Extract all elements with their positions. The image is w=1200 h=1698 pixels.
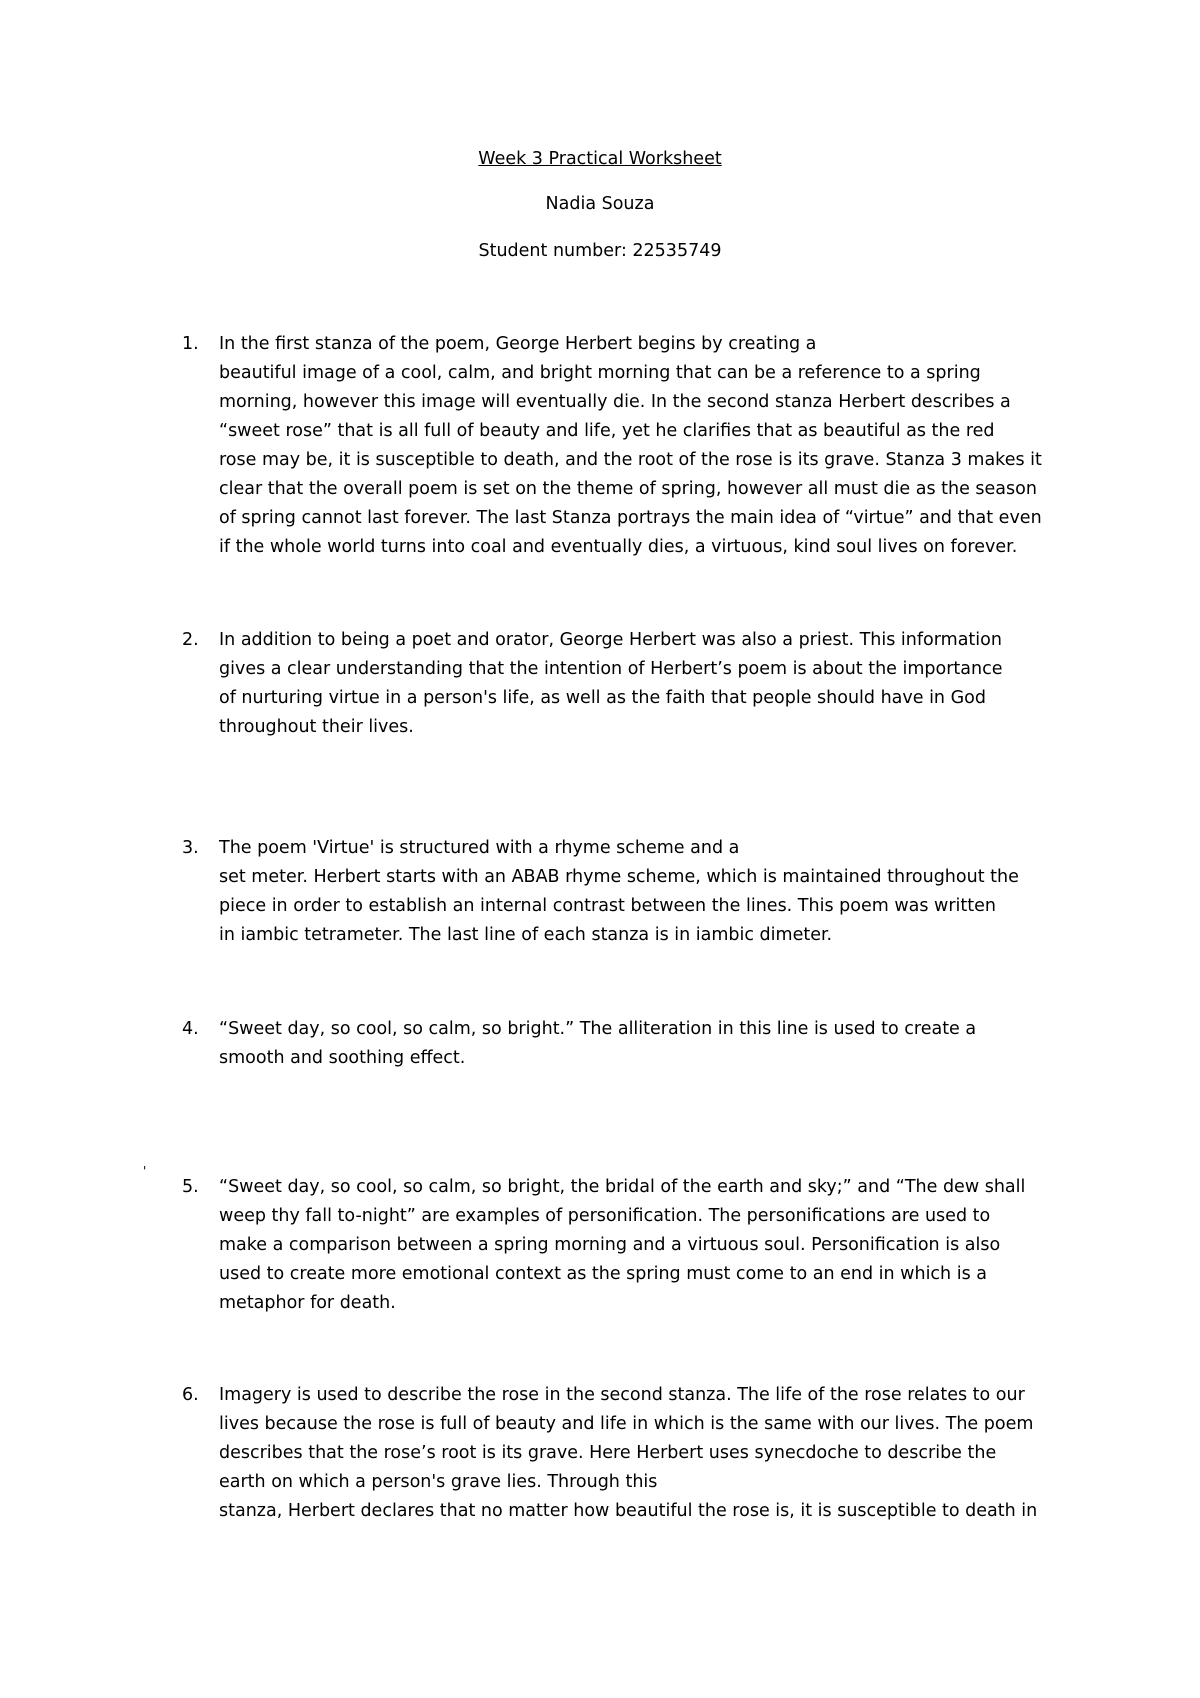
answer-line: In the first stanza of the poem, George Herbert begins by creating a [219,334,817,354]
answer-text [219,626,1119,742]
answer-line: “Sweet day, so cool, so calm, so bright.” The alliteration in this line is used to create a [219,1019,977,1039]
answer-text [219,330,1119,562]
answer-line: Imagery is used to describe the rose in the second stanza. The life of the rose relates to our [219,1385,1025,1405]
student-number: Student number: 22535749 [478,241,722,261]
answer-number: 3. [182,838,199,858]
answer-line: weep thy fall to-night” are examples of personification. The personifications are used to [219,1206,991,1226]
answer-line: of spring cannot last forever. The last Stanza portrays the main idea of “virtue” and that even [219,508,1042,528]
stray-mark: ' [143,1164,147,1178]
answer-text [219,1173,1119,1318]
answer-line: “Sweet day, so cool, so calm, so bright, the bridal of the earth and sky;” and “The dew shall [219,1177,1026,1197]
answer-number: 1. [182,334,199,354]
answer-line: gives a clear understanding that the intention of Herbert’s poem is about the importance [219,659,1003,679]
answer-text [219,834,1119,950]
answer-line: In addition to being a poet and orator, George Herbert was also a priest. This information [219,630,1002,650]
answer-line: The poem 'Virtue' is structured with a rhyme scheme and a [219,838,740,858]
document-title: Week 3 Practical Worksheet [478,149,722,169]
answer-line: used to create more emotional context as the spring must come to an end in which is a [219,1264,987,1284]
answer-line: lives because the rose is full of beauty and life in which is the same with our lives. The poem [219,1414,1034,1434]
answer-line: piece in order to establish an internal contrast between the lines. This poem was written [219,896,996,916]
answer-line: morning, however this image will eventually die. In the second stanza Herbert describes a [219,392,1011,412]
answer-line: describes that the rose’s root is its grave. Here Herbert uses synecdoche to describe the [219,1443,997,1463]
answer-line: make a comparison between a spring morning and a virtuous soul. Personification is also [219,1235,1001,1255]
answer-number: 6. [182,1385,199,1405]
answer-line: rose may be, it is susceptible to death, and the root of the rose is its grave. Stanza 3 makes it [219,450,1042,470]
answer-line: throughout their lives. [219,717,414,737]
answer-line: of nurturing virtue in a person's life, as well as the faith that people should have in God [219,688,986,708]
answer-line: smooth and soothing effect. [219,1048,466,1068]
answer-number: 5. [182,1177,199,1197]
answer-line: earth on which a person's grave lies. Through this [219,1472,658,1492]
answer-number: 2. [182,630,199,650]
answer-line: metaphor for death. [219,1293,396,1313]
answer-text [219,1015,1119,1073]
answer-line: stanza, Herbert declares that no matter how beautiful the rose is, it is susceptible to death in [219,1501,1038,1521]
answer-line: in iambic tetrameter. The last line of each stanza is in iambic dimeter. [219,925,833,945]
answer-line: clear that the overall poem is set on the theme of spring, however all must die as the season [219,479,1037,499]
answer-line: beautiful image of a cool, calm, and bright morning that can be a reference to a spring [219,363,981,383]
answer-line: if the whole world turns into coal and eventually dies, a virtuous, kind soul lives on forever. [219,537,1018,557]
answer-line: “sweet rose” that is all full of beauty and life, yet he clarifies that as beautiful as the red [219,421,995,441]
answer-line: set meter. Herbert starts with an ABAB rhyme scheme, which is maintained throughout the [219,867,1019,887]
answer-number: 4. [182,1019,199,1039]
answer-text [219,1381,1119,1526]
author-name: Nadia Souza [545,194,655,214]
